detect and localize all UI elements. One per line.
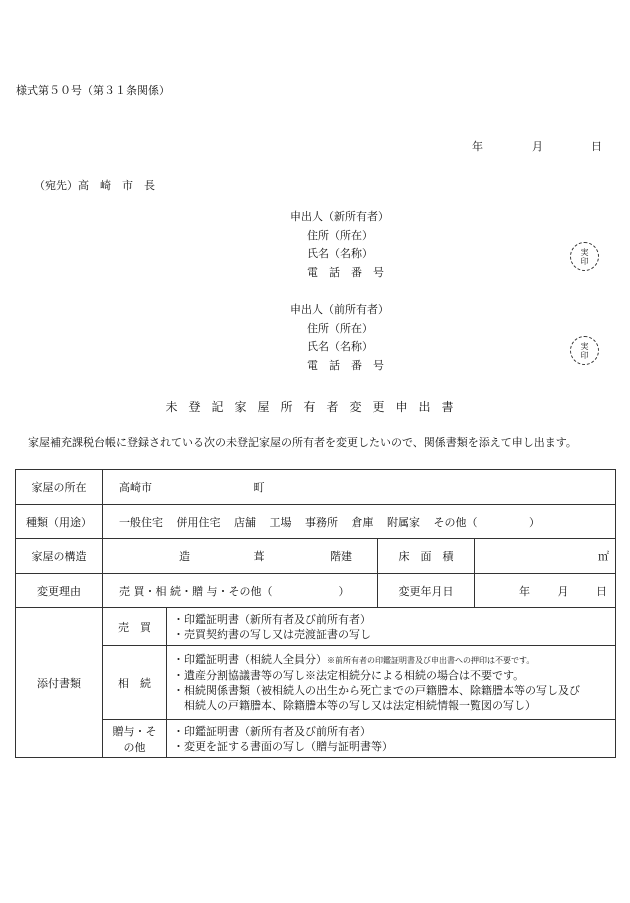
inherit-docs <box>167 646 616 720</box>
inherit-label: 相 続 <box>103 646 167 720</box>
type-option[interactable]: 併用住宅 <box>176 515 221 529</box>
inherit-doc-item: ・遺産分割協議書等の写し※法定相続分による相続の場合は不要です。 <box>173 669 525 682</box>
structure-zou: 造 <box>179 550 190 563</box>
inherit-doc-item <box>173 652 609 668</box>
sale-label: 売 買 <box>103 608 167 646</box>
type-option[interactable]: 一般住宅 <box>119 515 163 529</box>
seal-mark-new <box>570 242 599 271</box>
seal-text: 実印 <box>580 341 589 360</box>
location-value-cell[interactable] <box>103 470 616 505</box>
floor-area-label: 床 面 積 <box>378 539 475 574</box>
addressee: （宛先）高 崎 市 長 <box>34 179 155 192</box>
type-option-close: ） <box>529 515 540 529</box>
structure-roof: 葺 <box>253 550 265 563</box>
type-option[interactable]: 事務所 <box>305 515 338 529</box>
date-day-label: 日 <box>591 140 602 153</box>
docs-label: 添付書類 <box>16 608 103 758</box>
sale-doc-item: ・印鑑証明書（新所有者及び前所有者） <box>173 612 371 626</box>
applicant-old-name-label: 氏名（名称） <box>307 340 373 353</box>
applicant-new-phone-label: 電 話 番 号 <box>307 265 384 279</box>
location-label: 家屋の所在 <box>16 470 103 505</box>
inherit-doc1: ・印鑑証明書（相続人全員分） <box>173 653 327 666</box>
structure-floors: 階建 <box>330 550 352 563</box>
change-day: 日 <box>596 584 607 598</box>
inherit-doc-item: ・相続関係書類（被相続人の出生から死亡までの戸籍謄本、除籍謄本等の写し及び <box>173 684 580 697</box>
applicant-new-name-label: 氏名（名称） <box>307 247 373 260</box>
sale-doc-item: ・売買契約書の写し又は売渡証書の写し <box>173 627 371 641</box>
location-city: 高崎市 <box>119 481 152 494</box>
change-date-label: 変更年月日 <box>378 574 475 608</box>
gift-docs <box>167 720 616 758</box>
sale-docs <box>167 608 616 646</box>
gift-doc-item: ・印鑑証明書（新所有者及び前所有者） <box>173 724 371 738</box>
document-title: 未登記家屋所有者変更申出書 <box>165 400 465 414</box>
applicant-new-block <box>290 208 389 282</box>
type-option[interactable]: 工場 <box>269 515 292 529</box>
inherit-doc1-note: ※前所有者の印鑑証明書及び申出書への押印は不要です。 <box>327 656 535 665</box>
applicant-new-address-label: 住所（所在） <box>307 228 373 242</box>
applicant-new-heading: 申出人（新所有者） <box>290 210 389 223</box>
applicant-old-address-label: 住所（所在） <box>307 321 373 335</box>
floor-area-value-cell[interactable] <box>475 539 616 574</box>
type-option[interactable]: 附属家 <box>387 515 420 529</box>
type-option[interactable]: 店舗 <box>234 515 256 529</box>
reason-label: 変更理由 <box>16 574 103 608</box>
structure-value-cell[interactable] <box>103 539 378 574</box>
reason-options[interactable]: 売 買・相 続・贈 与・その他（ ） <box>119 584 350 598</box>
gift-label: 贈与・その他 <box>103 720 167 758</box>
type-label: 種類（用途） <box>16 505 103 539</box>
type-option[interactable]: その他（ <box>433 515 478 529</box>
form-number: 様式第５０号（第３１条関係） <box>16 84 170 97</box>
area-unit: ㎡ <box>598 550 609 563</box>
change-year: 年 <box>519 584 530 598</box>
applicant-old-phone-label: 電 話 番 号 <box>307 358 384 372</box>
structure-label: 家屋の構造 <box>16 539 103 574</box>
date-month-label: 月 <box>532 140 543 153</box>
change-month: 月 <box>557 584 569 598</box>
property-table <box>15 469 616 758</box>
inherit-doc-item: 相続人の戸籍謄本、除籍謄本等の写し又は法定相続情報一覧図の写し） <box>173 699 536 712</box>
applicant-old-heading: 申出人（前所有者） <box>290 303 389 316</box>
gift-doc-item: ・変更を証する書面の写し（贈与証明書等） <box>173 739 393 753</box>
seal-text: 実印 <box>580 247 589 266</box>
reason-options-cell[interactable] <box>103 574 378 608</box>
type-option[interactable]: 倉庫 <box>351 515 374 529</box>
change-date-value-cell[interactable] <box>475 574 616 608</box>
date-year-label: 年 <box>472 140 483 153</box>
applicant-old-block <box>290 301 389 375</box>
type-options-cell[interactable] <box>103 505 616 539</box>
intro-text: 家屋補充課税台帳に登録されている次の未登記家屋の所有者を変更したいので、関係書類を添えて申し出ます。 <box>28 436 577 449</box>
seal-mark-old <box>570 336 599 365</box>
location-town: 町 <box>253 481 265 494</box>
